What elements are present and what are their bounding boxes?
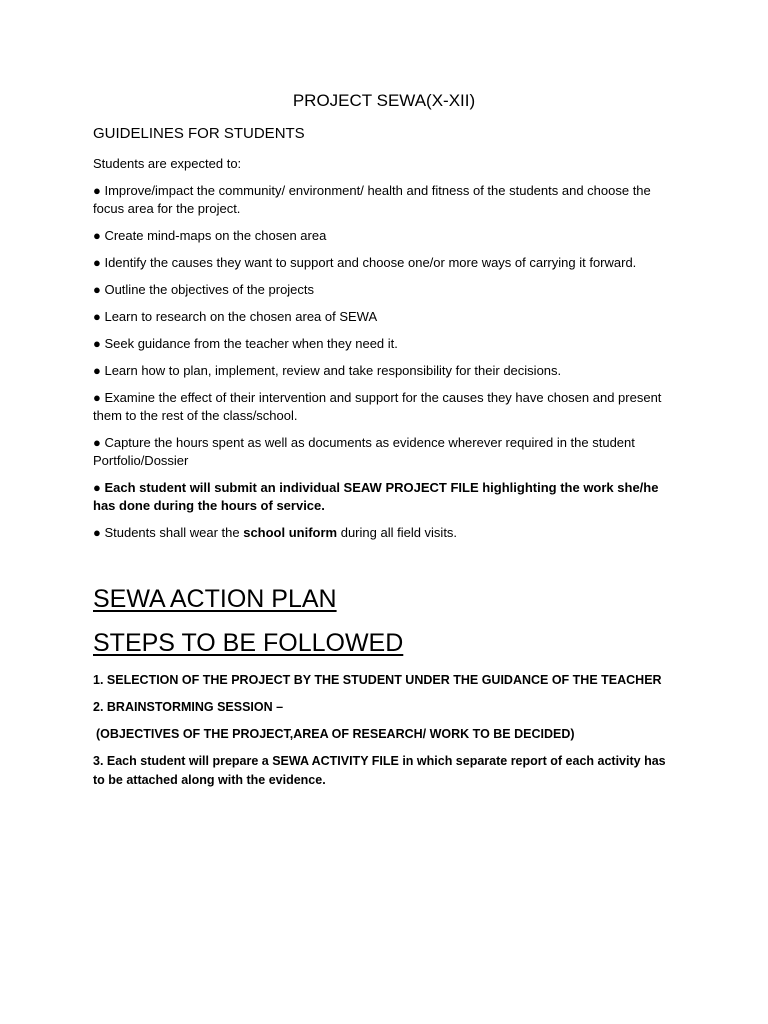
guideline-item: ● Identify the causes they want to support and choose one/or more ways of carrying it forward.: [93, 255, 637, 270]
guideline-item: ● Capture the hours spent as well as documents as evidence wherever required in the student Portfolio/Dossier: [93, 435, 635, 468]
document-title: PROJECT SEWA(X-XII): [292, 91, 476, 110]
uniform-prefix: ● Students shall wear the: [93, 525, 244, 540]
guideline-item: ● Learn to research on the chosen area of SEWA: [93, 309, 378, 324]
guideline-item: ● Outline the objectives of the projects: [93, 282, 315, 297]
guideline-item: ● Examine the effect of their intervention and support for the causes they have chosen and present them to the rest of the class/school.: [93, 390, 662, 423]
guideline-item-project-file: ● Each student will submit an individual SEAW PROJECT FILE highlighting the work she/he has done during the hours of service.: [93, 480, 659, 513]
step-item: 2. BRAINSTORMING SESSION –: [93, 700, 284, 714]
guidelines-heading: GUIDELINES FOR STUDENTS: [93, 125, 305, 142]
step-item: 1. SELECTION OF THE PROJECT BY THE STUDENT UNDER THE GUIDANCE OF THE TEACHER: [93, 673, 662, 687]
guideline-item: ● Create mind-maps on the chosen area: [93, 228, 327, 243]
uniform-suffix: during all field visits.: [337, 525, 458, 540]
guidelines-list: [93, 182, 673, 551]
step-item: (OBJECTIVES OF THE PROJECT,AREA OF RESEARCH/ WORK TO BE DECIDED): [96, 727, 575, 741]
steps-list: [93, 671, 673, 798]
steps-heading: STEPS TO BE FOLLOWED: [93, 629, 404, 657]
guideline-item-uniform: [93, 524, 673, 542]
intro-text: Students are expected to:: [93, 156, 242, 171]
guideline-item: ● Seek guidance from the teacher when they need it.: [93, 336, 398, 351]
action-plan-heading: SEWA ACTION PLAN: [93, 585, 337, 613]
guideline-item: ● Learn how to plan, implement, review and take responsibility for their decisions.: [93, 363, 562, 378]
guideline-item: ● Improve/impact the community/ environment/ health and fitness of the students and choose the focus area for the project.: [93, 183, 651, 216]
uniform-bold: school uniform: [243, 525, 338, 540]
step-item: 3. Each student will prepare a SEWA ACTIVITY FILE in which separate report of each activity has to be attached along with the evidence.: [93, 754, 666, 787]
